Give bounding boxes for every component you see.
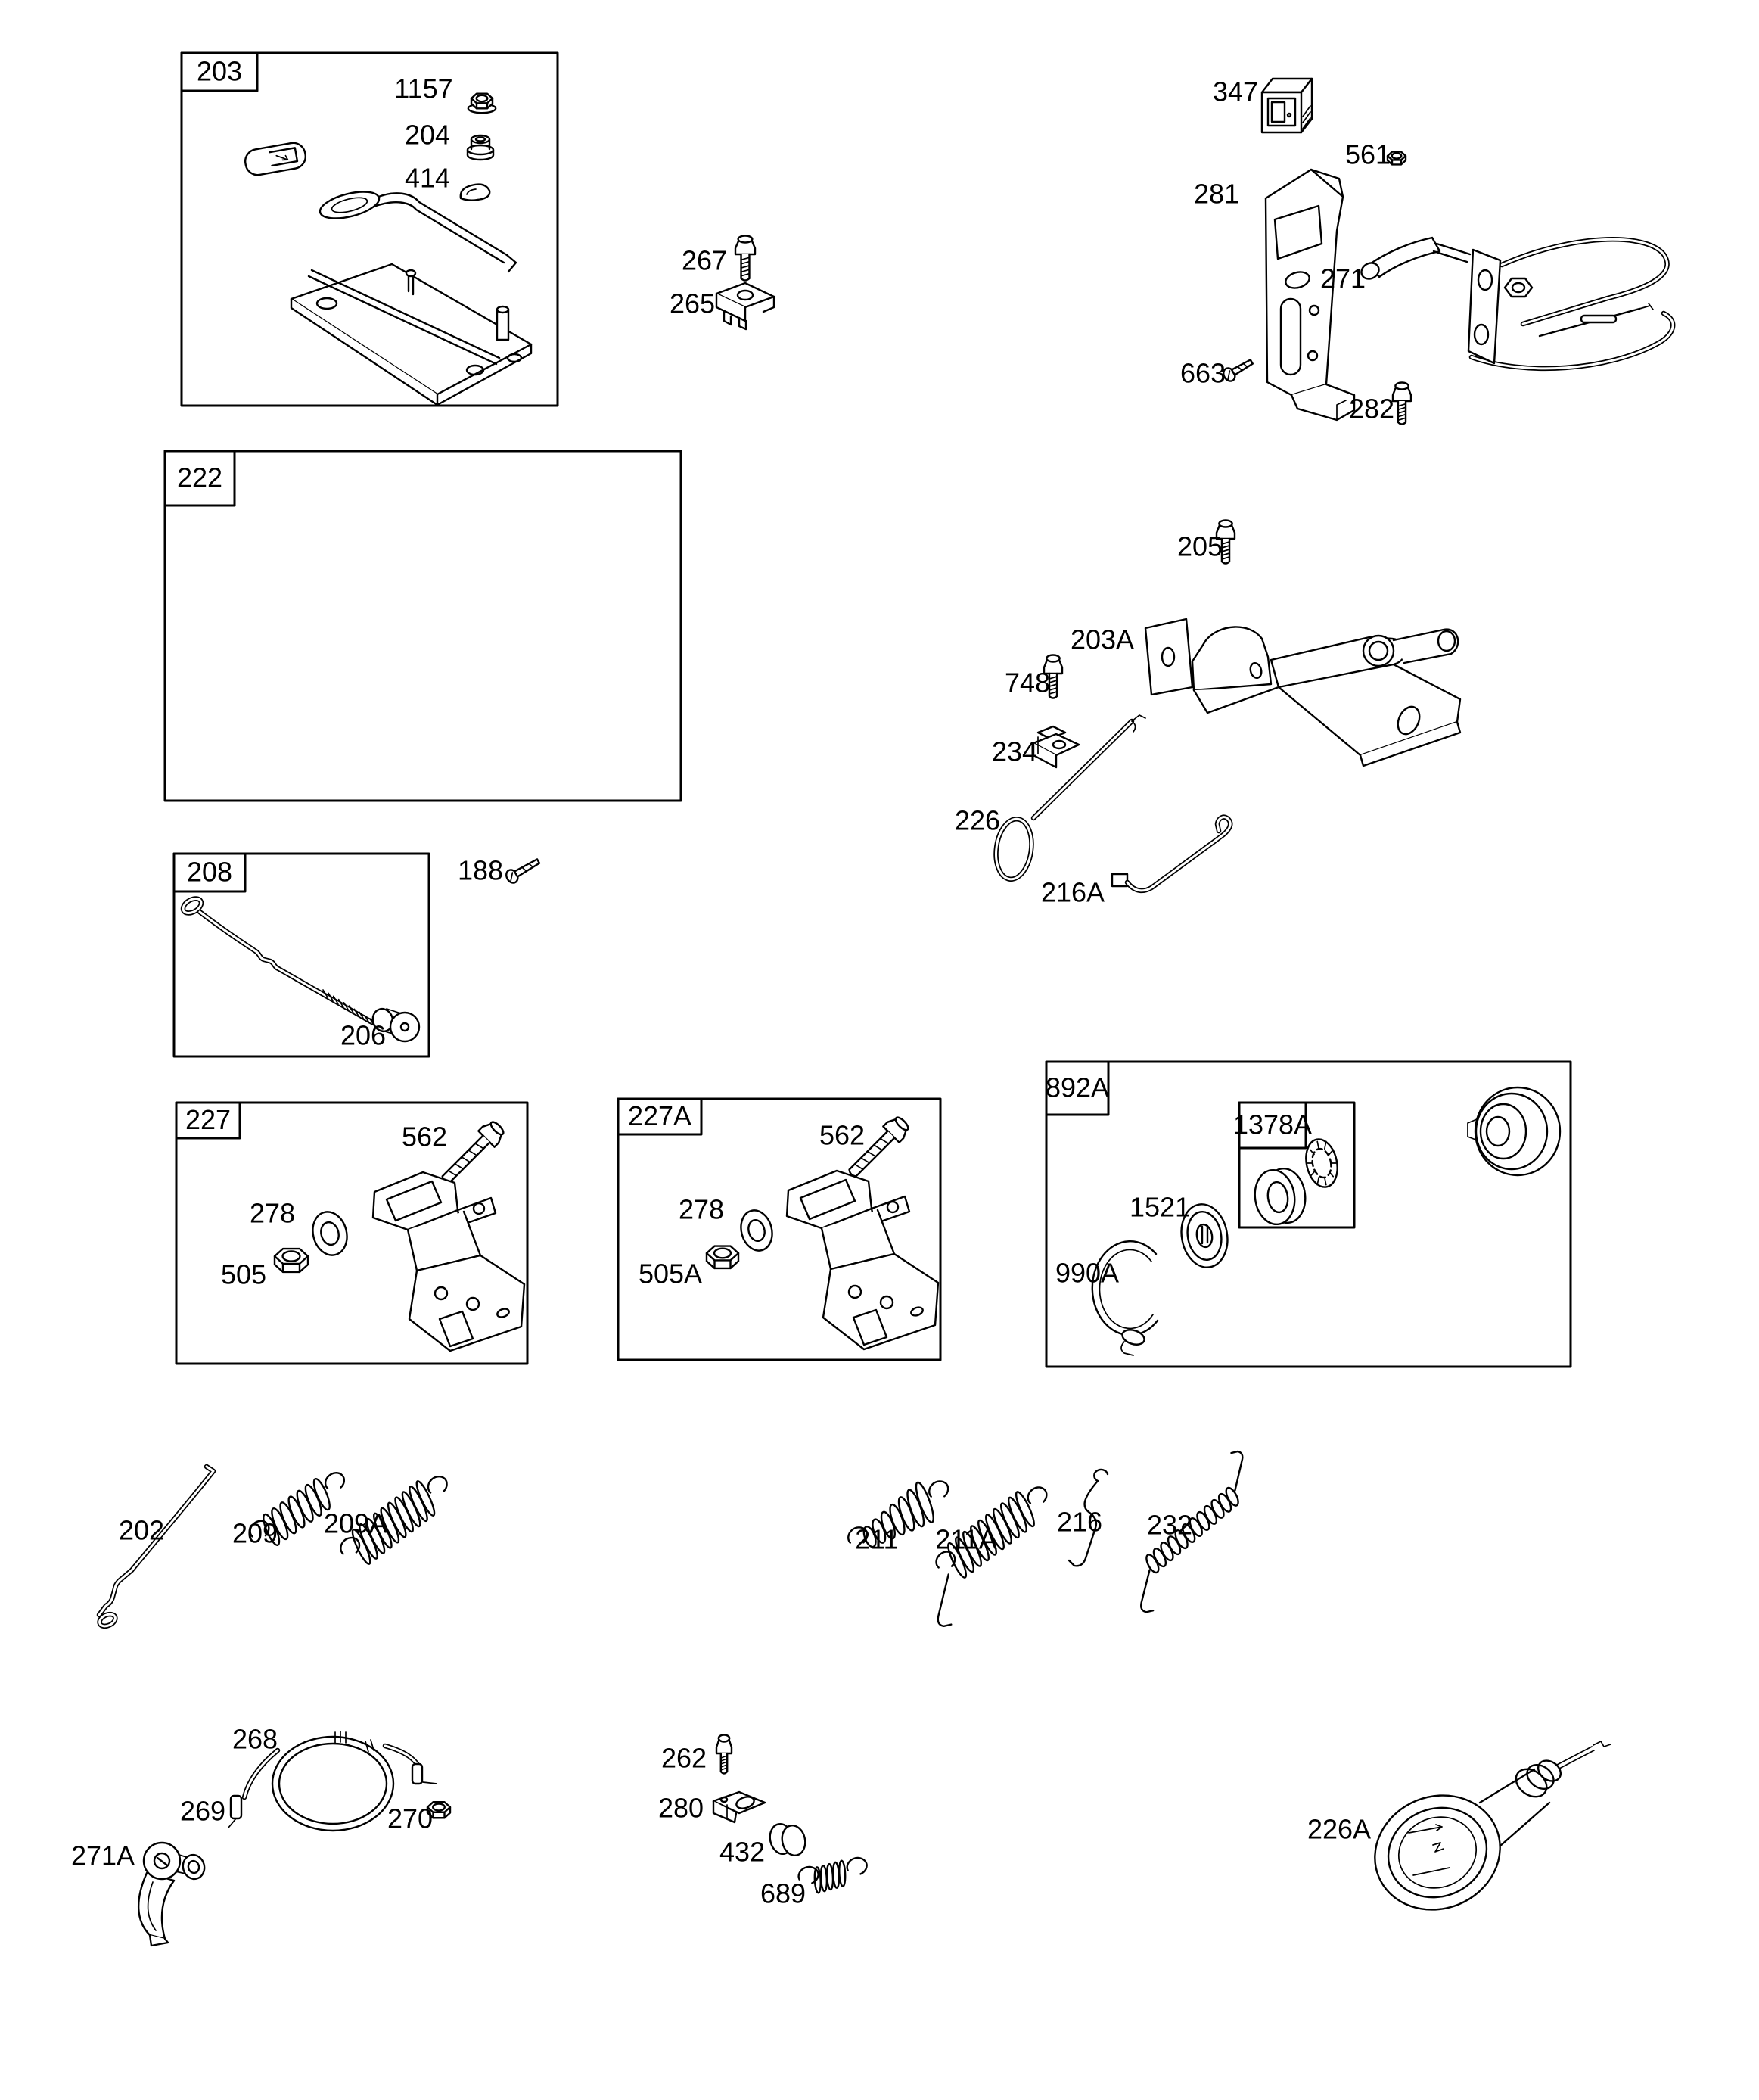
part-bolt-282-drawing <box>1393 383 1411 425</box>
part-clamp-280-drawing <box>713 1792 765 1822</box>
part-rod-202-drawing <box>98 1467 213 1629</box>
part-label-562A[interactable]: 562 <box>819 1119 866 1151</box>
part-label-990A[interactable]: 990A <box>1055 1257 1120 1289</box>
part-label-206[interactable]: 206 <box>340 1019 387 1051</box>
part-label-232[interactable]: 232 <box>1146 1509 1193 1541</box>
part-washer-278-drawing <box>308 1208 352 1258</box>
group-box-label-222: 222 <box>176 462 223 493</box>
part-nut-505A-drawing <box>707 1246 738 1268</box>
part-terminal-203-drawing <box>244 141 308 176</box>
part-label-278[interactable]: 278 <box>249 1197 296 1229</box>
part-label-505[interactable]: 505 <box>220 1258 267 1290</box>
group-box-label-208: 208 <box>186 856 233 888</box>
group-box-label-892A: 892A <box>1045 1072 1110 1103</box>
part-label-562[interactable]: 562 <box>401 1121 448 1153</box>
part-washer-278A-drawing <box>737 1207 777 1255</box>
group-box-label-1378A: 1378A <box>1232 1109 1313 1140</box>
part-screw-188-drawing <box>504 855 542 885</box>
part-label-282[interactable]: 282 <box>1348 393 1395 425</box>
part-label-414[interactable]: 414 <box>404 162 451 194</box>
part-cap-432-drawing <box>767 1822 808 1857</box>
part-label-267[interactable]: 267 <box>681 244 728 276</box>
part-nut-505-drawing <box>275 1249 308 1272</box>
part-clamp-234-drawing <box>1033 726 1079 767</box>
part-clip-414-drawing <box>461 185 489 201</box>
part-label-226[interactable]: 226 <box>954 804 1001 836</box>
part-label-188[interactable]: 188 <box>457 854 504 886</box>
part-bracket-227-drawing <box>373 1172 524 1351</box>
part-label-205[interactable]: 205 <box>1176 530 1223 562</box>
part-label-209A[interactable]: 209A <box>323 1507 388 1539</box>
part-label-1157[interactable]: 1157 <box>394 73 453 104</box>
part-label-505A[interactable]: 505A <box>638 1258 703 1290</box>
part-link-216A-drawing <box>1112 817 1230 891</box>
part-label-271A[interactable]: 271A <box>70 1840 135 1871</box>
part-label-663[interactable]: 663 <box>1179 357 1226 389</box>
part-label-204[interactable]: 204 <box>404 119 451 151</box>
part-label-270[interactable]: 270 <box>387 1803 434 1834</box>
part-label-211[interactable]: 211 <box>855 1523 899 1555</box>
part-lever-271A-drawing <box>138 1843 207 1946</box>
group-box-label-203: 203 <box>196 55 243 87</box>
part-retainer-ring-1378A-drawing <box>1302 1137 1341 1190</box>
part-wellnut-204-drawing <box>468 135 493 160</box>
part-bracket-281-drawing <box>1266 170 1354 420</box>
part-label-211A[interactable]: 211A <box>935 1523 997 1555</box>
part-label-278A[interactable]: 278 <box>678 1193 725 1225</box>
part-screw-663-drawing <box>1221 356 1255 383</box>
part-label-281[interactable]: 281 <box>1193 178 1240 210</box>
group-box-label-227: 227 <box>185 1104 232 1136</box>
part-label-689[interactable]: 689 <box>760 1878 806 1909</box>
part-bracket-assembly-203A-drawing <box>1145 619 1460 766</box>
part-label-269[interactable]: 269 <box>179 1795 226 1827</box>
part-clamp-265-drawing <box>716 283 774 329</box>
part-lever-assembly-203-drawing <box>291 187 531 405</box>
part-label-268[interactable]: 268 <box>232 1723 278 1755</box>
part-bolt-262-drawing <box>716 1735 732 1774</box>
part-spring-689-drawing <box>797 1852 871 1897</box>
part-label-203A[interactable]: 203A <box>1070 624 1135 655</box>
part-lever-assembly-271-drawing <box>1359 238 1674 369</box>
part-cap-892A-drawing <box>1468 1087 1560 1175</box>
part-choke-knob-226A-drawing <box>1357 1741 1611 1928</box>
part-grommet-1378A-drawing <box>1251 1166 1309 1227</box>
part-locknut-1157-drawing <box>468 94 496 113</box>
part-bolt-267-drawing <box>735 236 755 281</box>
part-bracket-227A-drawing <box>787 1171 938 1349</box>
part-label-262[interactable]: 262 <box>660 1742 707 1774</box>
part-label-202[interactable]: 202 <box>118 1514 165 1546</box>
part-label-271[interactable]: 271 <box>1319 263 1366 294</box>
group-box-label-227A: 227A <box>627 1100 692 1132</box>
part-switch-347-drawing <box>1262 79 1312 132</box>
part-label-280[interactable]: 280 <box>657 1792 704 1824</box>
part-label-748[interactable]: 748 <box>1004 667 1051 698</box>
part-label-347[interactable]: 347 <box>1212 76 1259 107</box>
part-label-209[interactable]: 209 <box>232 1517 278 1549</box>
part-label-216[interactable]: 216 <box>1056 1506 1103 1538</box>
part-label-265[interactable]: 265 <box>669 288 716 319</box>
part-label-561[interactable]: 561 <box>1344 138 1391 170</box>
part-label-1521[interactable]: 1521 <box>1129 1191 1191 1223</box>
part-rod-208-drawing <box>181 896 374 1026</box>
part-label-216A[interactable]: 216A <box>1040 876 1105 908</box>
part-label-226A[interactable]: 226A <box>1307 1813 1372 1845</box>
group-box-222 <box>165 451 681 801</box>
part-label-234[interactable]: 234 <box>991 736 1038 767</box>
part-label-432[interactable]: 432 <box>719 1836 766 1868</box>
